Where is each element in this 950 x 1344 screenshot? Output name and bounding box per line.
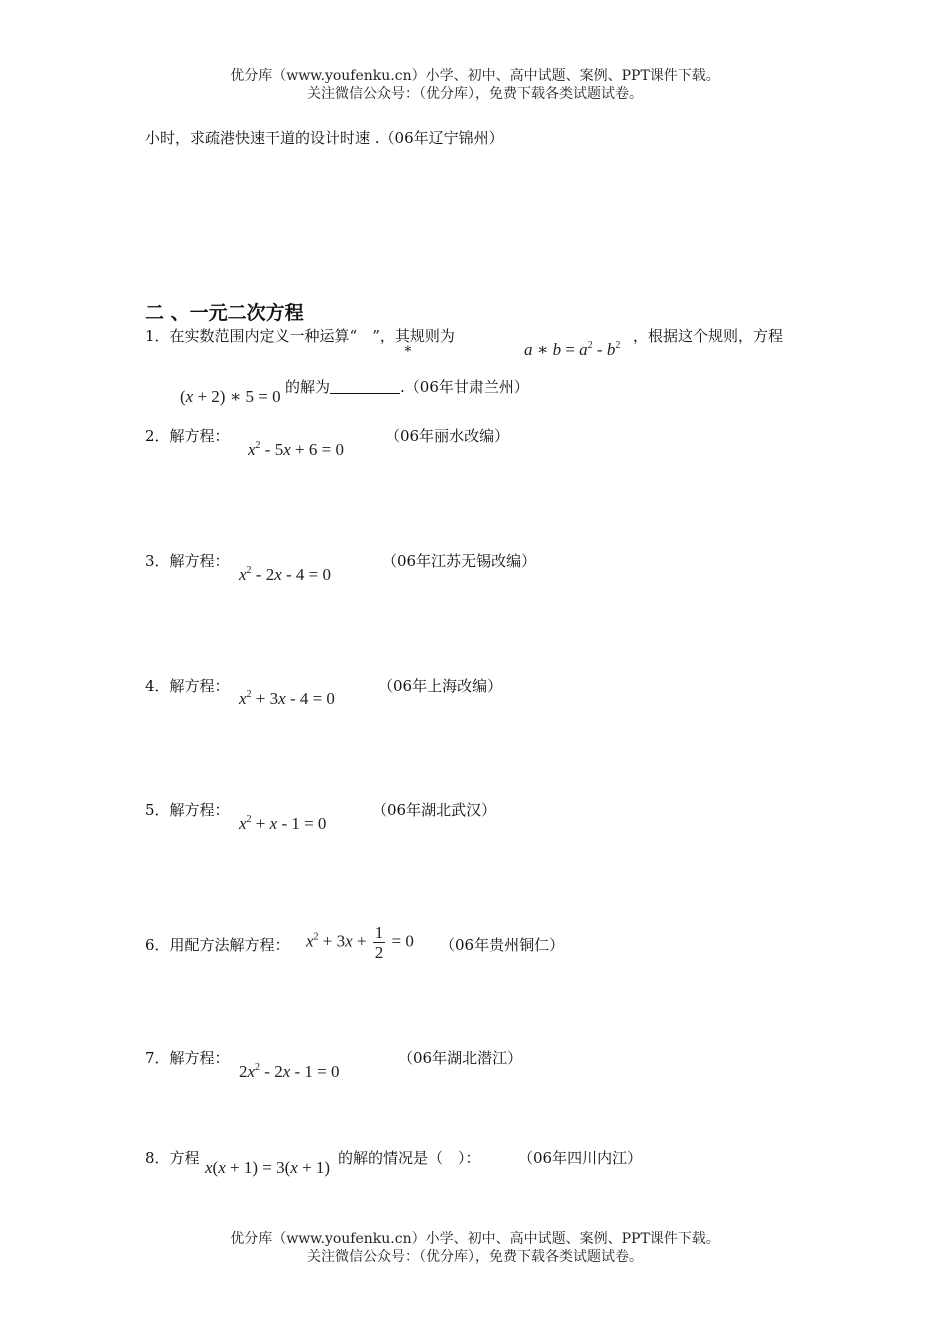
question-8-suffix: 的解的情况是（ ）： [338,1149,481,1167]
footer-line-2: 关注微信公众号：（优分库），免费下载各类试题试卷。 [307,1249,643,1265]
header-line-1: 优分库（www.youfenku.cn）小学、初中、高中试题、案例、PPT课件下载。 [230,68,720,84]
fraction-one-half: $\frac{1}{2}$ [374,923,384,962]
footer-line-1: 优分库（www.youfenku.cn）小学、初中、高中试题、案例、PPT课件下载。 [230,1231,720,1247]
question-1-answer-prefix: 的解为 [285,378,331,396]
question-1-rule-suffix: ，根据这个规则，方程 [633,327,784,345]
question-1-source: .（06年甘肃兰州） [400,378,529,396]
question-5-source: （06年湖北武汉） [372,801,497,819]
question-5-label: 5．解方程： [145,801,230,819]
question-3-equation: $x^2 - 2x - 4 = 0$ [239,565,332,584]
question-2-source: （06年丽水改编） [385,427,510,445]
star-operator-symbol: ∗ [403,342,413,357]
page-footer [0,1230,950,1266]
question-4-equation: $x^2 + 3x - 4 = 0$ [239,689,335,708]
question-2-equation: $x^2 - 5x + 6 = 0$ [248,440,344,459]
intro-line: 小时，求疏港快速干道的设计时速 .（06年辽宁锦州） [145,129,504,147]
question-1-answer-line [285,377,529,397]
page-header [0,67,950,103]
question-3-source: （06年江苏无锡改编） [382,552,537,570]
question-6-label: 6．用配方法解方程： [145,936,290,954]
question-1-equation: (x + 2) ∗ 5 = 0 [180,387,281,406]
section-title: 二 、一元二次方程 [145,302,304,324]
question-6-source: （06年贵州铜仁） [440,936,565,954]
question-5-equation: $x^2 + x - 1 = 0$ [239,814,327,833]
question-4-label: 4．解方程： [145,677,230,695]
question-8-label: 8．方程 [145,1149,200,1167]
header-line-2: 关注微信公众号：（优分库），免费下载各类试题试卷。 [307,86,643,102]
question-1-rule-formula: a ∗ $b = a^2 - b^2$ [524,340,621,359]
question-8-equation: x(x + 1) = 3(x + 1) [205,1158,331,1177]
question-3-label: 3．解方程： [145,552,230,570]
question-7-source: （06年湖北潜江） [398,1049,523,1067]
question-8-source: （06年四川内江） [518,1149,643,1167]
question-7-label: 7．解方程： [145,1049,230,1067]
question-1-text: 1．在实数范围内定义一种运算“ ”，其规则为 [145,327,455,345]
question-6-equation: $x^2 + 3x$ + $\frac{1}{2}$ = 0 [306,923,414,962]
question-7-equation: $2x^2 - 2x - 1 = 0$ [239,1062,340,1081]
answer-blank [330,379,400,394]
question-4-source: （06年上海改编） [378,677,503,695]
question-2-label: 2．解方程： [145,427,230,445]
